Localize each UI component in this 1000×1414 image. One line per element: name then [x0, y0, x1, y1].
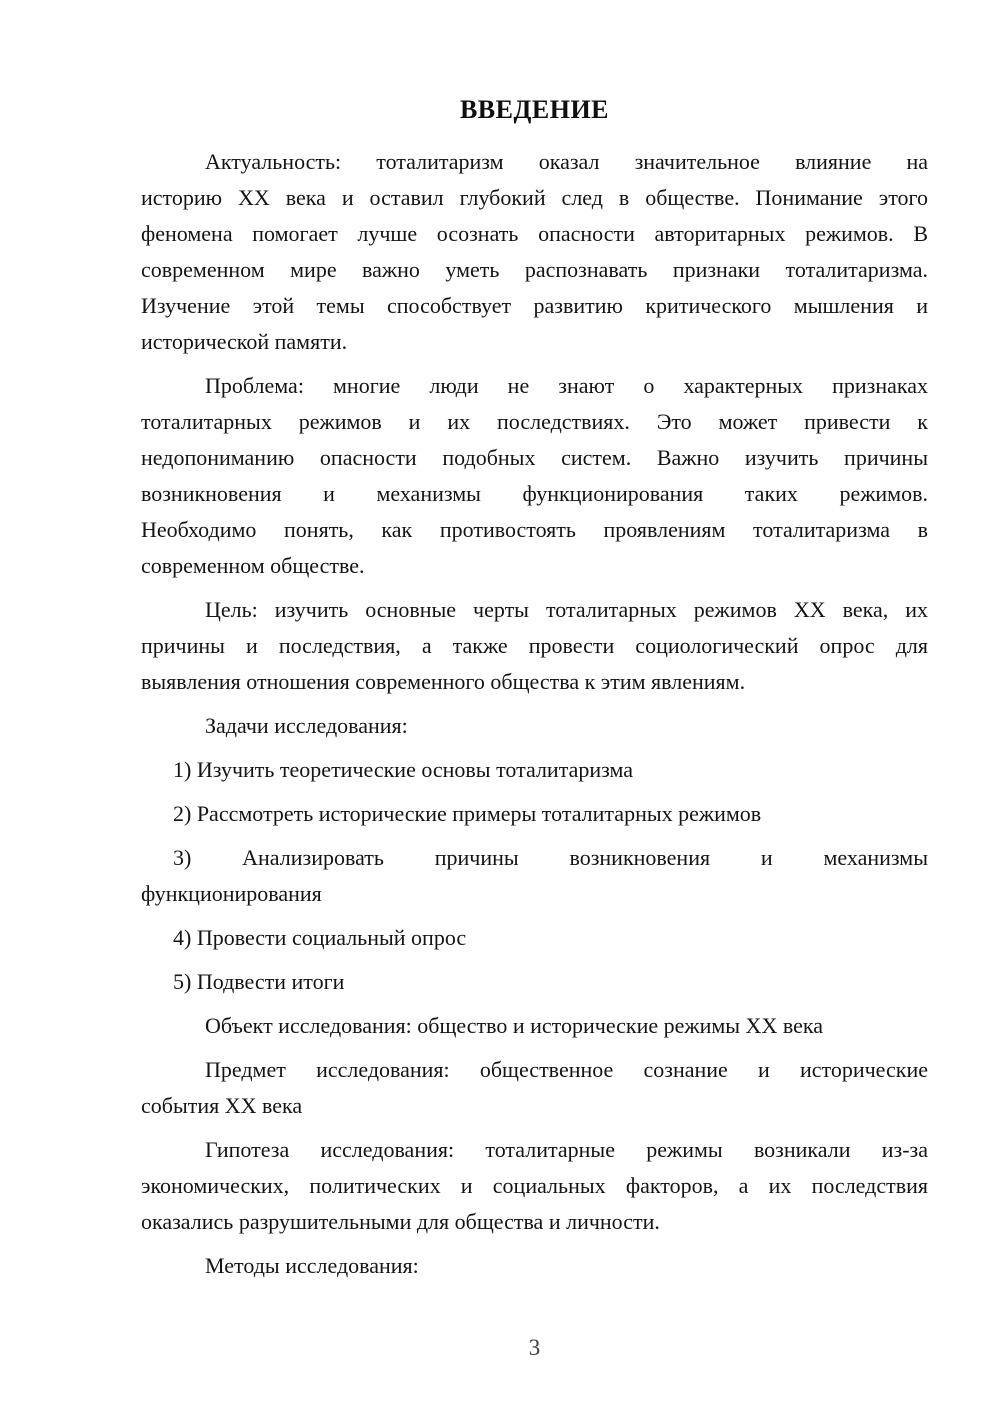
paragraph-line: причины и последствия, а также провести социологический опрос для	[141, 633, 928, 658]
paragraph-line: Актуальность: тоталитаризм оказал значительное влияние на	[205, 149, 928, 174]
page-number: 3	[528, 1335, 541, 1360]
paragraph-goal	[141, 592, 928, 700]
list-item-line: 2) Рассмотреть исторические примеры тоталитарных режимов	[173, 801, 762, 826]
paragraph-line: Гипотеза исследования: тоталитарные режимы возникали из-за	[205, 1137, 928, 1162]
list-item-line: 4) Провести социальный опрос	[173, 925, 467, 950]
document-heading: ВВЕДЕНИЕ	[459, 95, 610, 124]
paragraph-line: Необходимо понять, как противостоять проявлениям тоталитаризма в	[141, 517, 928, 542]
paragraph-line: современном обществе.	[141, 553, 365, 578]
paragraph-relevance	[141, 144, 928, 360]
paragraph-line: оказались разрушительными для общества и личности.	[141, 1209, 660, 1234]
list-item-line: функционирования	[141, 881, 322, 906]
list-item-1	[141, 752, 928, 788]
paragraph-line: Проблема: многие люди не знают о характерных признаках	[205, 373, 928, 398]
paragraph-line: экономических, политических и социальных факторов, а их последствия	[141, 1173, 928, 1198]
paragraph-line: недопониманию опасности подобных систем. Важно изучить причины	[141, 445, 928, 470]
paragraph-line: Методы исследования:	[205, 1253, 419, 1278]
paragraph-methods	[141, 1248, 928, 1284]
paragraph-tasks-heading	[141, 708, 928, 744]
paragraph-line: выявления отношения современного общества к этим явлениям.	[141, 669, 746, 694]
paragraph-line: Предмет исследования: общественное сознание и исторические	[205, 1057, 928, 1082]
list-item-2	[141, 796, 928, 832]
list-item-5	[141, 964, 928, 1000]
list-item-4	[141, 920, 928, 956]
paragraph-line: Задачи исследования:	[205, 713, 408, 738]
paragraph-problem	[141, 368, 928, 584]
paragraph-hypothesis	[141, 1132, 928, 1240]
paragraph-line: Цель: изучить основные черты тоталитарных режимов XX века, их	[205, 597, 928, 622]
paragraph-line: феномена помогает лучше осознать опасности авторитарных режимов. В	[141, 221, 928, 246]
paragraph-line: события XX века	[141, 1093, 303, 1118]
paragraph-subject	[141, 1052, 928, 1124]
paragraph-line: Изучение этой темы способствует развитию критического мышления и	[141, 293, 928, 318]
paragraph-line: современном мире важно уметь распознавать признаки тоталитаризма.	[141, 257, 928, 282]
paragraph-line: историю XX века и оставил глубокий след в обществе. Понимание этого	[141, 185, 928, 210]
paragraph-line: тоталитарных режимов и их последствиях. Это может привести к	[141, 409, 928, 434]
paragraph-object	[141, 1008, 928, 1044]
paragraph-line: исторической памяти.	[141, 329, 348, 354]
list-item-line: 1) Изучить теоретические основы тоталитаризма	[173, 757, 634, 782]
document-blocks	[141, 144, 928, 1284]
list-item-3	[141, 840, 928, 912]
list-item-line: 3) Анализировать причины возникновения и механизмы	[173, 845, 928, 870]
paragraph-line: возникновения и механизмы функционирования таких режимов.	[141, 481, 928, 506]
list-item-line: 5) Подвести итоги	[173, 969, 345, 994]
paragraph-line: Объект исследования: общество и исторические режимы XX века	[205, 1013, 823, 1038]
